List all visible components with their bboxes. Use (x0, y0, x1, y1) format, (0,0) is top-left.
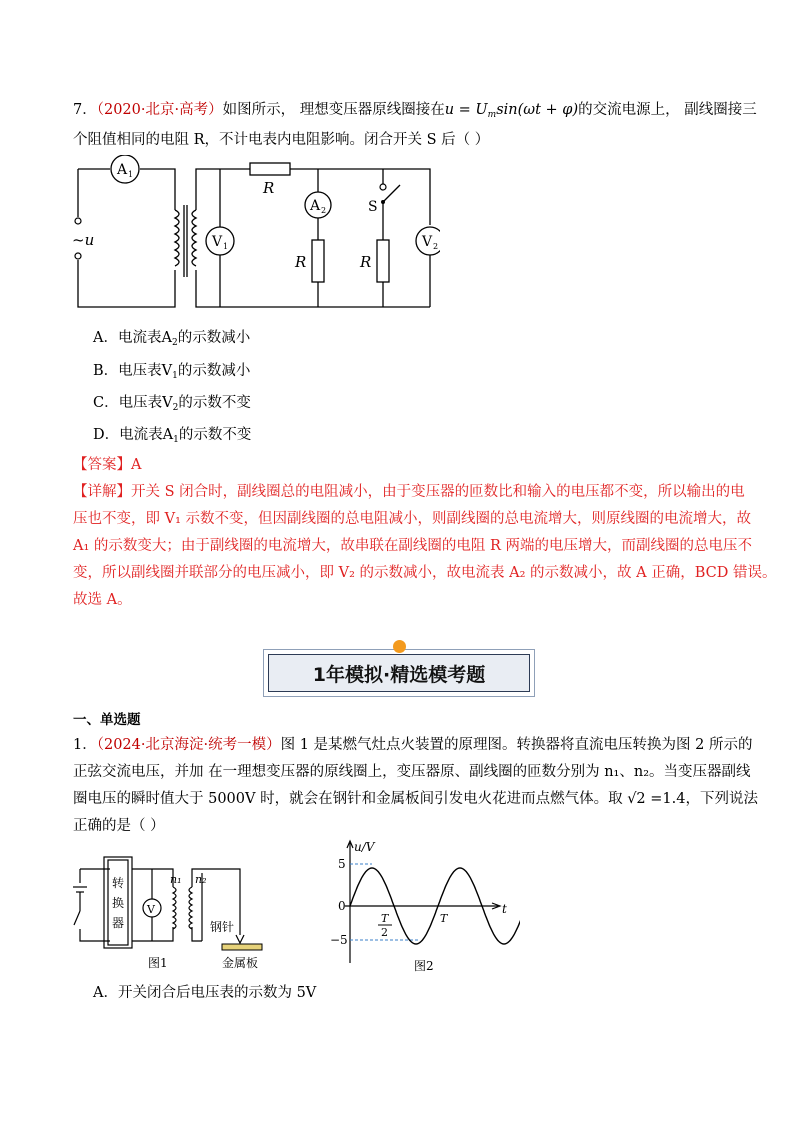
q7-detail-line3: A₁ 的示数变大；由于副线圈的电流增大，故串联在副线圈的电阻 R 两端的电压增大，而副线圈的总电压不 (73, 538, 753, 554)
fig2-caption: 图2 (414, 959, 434, 973)
r-label-2: R (360, 253, 372, 271)
fig1-meter-label: V (147, 903, 155, 916)
q1-text-1: 图 1 是某燃气灶点火装置的原理图。转换器将直流电压转换为图 2 所示的 (280, 737, 753, 753)
q7-option-c[interactable] (93, 393, 251, 418)
q7-formula-b: sin(ωt + φ) (496, 102, 579, 118)
q1-stem-line1 (73, 735, 753, 755)
option-c-tail: 的示数不变 (178, 395, 251, 411)
q7-source: （2020·北京·高考） (96, 102, 223, 118)
option-a-label: A．电流表 (93, 330, 162, 346)
q1-stem-line2: 正弦交流电压，并加 在一理想变压器的原线圈上，变压器原、副线圈的匝数分别为 n₁、n₂。当变压器副线 (73, 764, 751, 780)
option-d-tail: 的示数不变 (178, 427, 252, 443)
q7-option-a[interactable] (93, 328, 250, 353)
option-b-tail: 的示数减小 (177, 363, 251, 379)
option-c-meter: V (162, 395, 173, 411)
q1-source: （2024·北京海淀·统考一模） (96, 737, 281, 753)
fig2-halfT-den: 2 (381, 926, 388, 939)
v1-label: V (212, 234, 223, 250)
q7-option-d[interactable] (93, 425, 251, 450)
q7-stem-line2: 个阻值相同的电阻 R，不计电表内电阻影响。闭合开关 S 后（ ） (73, 132, 490, 148)
option-a-tail: 的示数减小 (177, 330, 251, 346)
a2-sub: 2 (321, 206, 327, 215)
v2-sub: 2 (433, 242, 439, 251)
resistor-branch-2 (377, 240, 389, 282)
option-c-sub: 2 (172, 403, 179, 413)
switch-s (380, 184, 386, 190)
fig2-ytick-top: 5 (338, 857, 346, 871)
option-b-sub: 1 (172, 371, 178, 381)
fig1-plate-label: 金属板 (222, 956, 259, 970)
option-a-sub: 2 (171, 338, 178, 348)
banner-title: 1年模拟·精选模考题 (268, 654, 530, 692)
resistor-branch-1 (312, 240, 324, 282)
r-label-series: R (263, 179, 275, 197)
r-label-1: R (295, 253, 307, 271)
q1-option-a[interactable]: A．开关闭合后电压表的示数为 5V (93, 985, 317, 1001)
fig1-caption: 图1 (148, 956, 168, 970)
fig2-ylabel: u/V (354, 840, 375, 854)
fig2-ytick-bottom: −5 (330, 933, 348, 947)
v1-sub: 1 (223, 242, 229, 251)
q7-number: 7． (73, 102, 97, 118)
a1-label: A (117, 162, 128, 178)
q1-stem-line3: 圈电压的瞬时值大于 5000V 时，就会在钢针和金属板间引发电火花进而点燃气体。取 √2 =1.4，下列说法 (73, 791, 758, 807)
option-a-meter: A (161, 330, 172, 346)
fig1-n2: n₂ (195, 873, 207, 886)
converter-char-1: 转 (112, 876, 125, 890)
a2-label: A (310, 198, 321, 214)
option-d-meter: A (162, 427, 174, 443)
q7-detail-line1: 【详解】开关 S 闭合时，副线圈总的电阻减小，由于变压器的匝数比和输入的电压都不变，所以输出的电 (73, 484, 745, 500)
section-heading: 一、单选题 (73, 712, 141, 728)
v2-label: V (422, 234, 433, 250)
q7-detail-line2: 压也不变，即 V₁ 示数不变，但因副线圈的总电阻减小，则副线圈的总电流增大，则原线圈的电流增大，故 (73, 511, 751, 527)
q1-stem-line4: 正确的是（ ） (73, 818, 165, 834)
q7-circuit-diagram (70, 155, 440, 315)
q7-formula-sub: m (487, 110, 497, 120)
q1-number: 1． (73, 737, 97, 753)
q7-text-a: 如图所示， 理想变压器原线圈接在 (222, 102, 445, 118)
option-d-label: D．电流表 (93, 427, 163, 443)
q7-stem-line1 (73, 100, 757, 125)
banner-dot-icon (393, 640, 406, 653)
q1-figure-2-chart (320, 835, 520, 975)
fig1-needle-label: 钢针 (210, 920, 235, 934)
option-b-meter: V (161, 363, 173, 379)
option-b-label: B．电压表 (93, 363, 162, 379)
switch-label: S (368, 199, 378, 215)
fig2-T-label: T (440, 912, 448, 925)
q1-figure-1 (70, 855, 280, 975)
q7-option-b[interactable] (93, 361, 250, 386)
converter-char-3: 器 (112, 916, 125, 930)
resistor-series (250, 163, 290, 175)
q7-formula: u = U (444, 102, 488, 118)
fig2-origin: 0 (338, 899, 346, 913)
q7-text-b: 的交流电源上， 副线圈接三 (578, 102, 757, 118)
fig2-halfT-num: T (381, 912, 389, 925)
source-label: ~u (72, 231, 95, 249)
option-d-sub: 1 (173, 435, 179, 445)
q7-answer: 【答案】A (73, 457, 142, 473)
option-c-label: C．电压表 (93, 395, 163, 411)
section-banner (263, 649, 535, 697)
q7-detail-line5: 故选 A。 (73, 592, 132, 608)
fig1-n1: n₁ (170, 873, 182, 886)
fig2-xlabel: t (502, 902, 507, 916)
q7-detail-line4: 变，所以副线圈并联部分的电压减小，即 V₂ 的示数减小，故电流表 A₂ 的示数减小，故 A 正确，BCD 错误。 (73, 565, 777, 581)
metal-plate (222, 944, 262, 950)
a1-sub: 1 (128, 170, 134, 179)
converter-char-2: 换 (112, 896, 125, 910)
